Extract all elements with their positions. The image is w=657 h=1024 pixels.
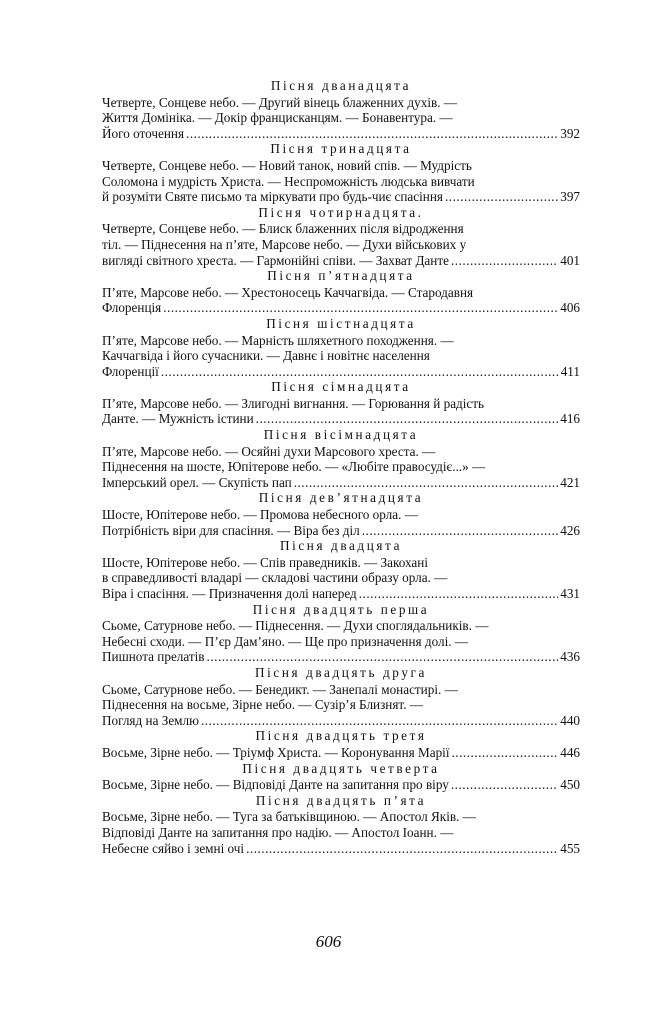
entry-text-line: Соломона і мудрість Христа. — Неспроможність людська вивчати [102,173,475,189]
entry-last-line [102,523,580,539]
entry-text-line: Небесне сяйво і земні очі [102,840,245,856]
canto-heading: Пісня двадцята [279,538,403,554]
entry-page-number: 416 [560,411,580,427]
entry-last-line [102,745,580,761]
dot-leader [256,411,559,427]
dot-leader [186,126,558,142]
entry-text-line: Четверте, Сонцеве небо. — Другий вінець блаженних духів. — [102,94,458,110]
entry-text-line: Погляд на Землю [102,712,199,728]
entry-last-line [102,300,580,316]
entry-text-line: Шосте, Юпітерове небо. — Промова небесного орла. — [102,507,418,523]
canto-heading: Пісня дванадцята [270,78,412,93]
entry-text-line: Сьоме, Сатурнове небо. — Піднесення. — Духи споглядальників. — [102,618,489,634]
canto-heading: Пісня двадцять четверта [242,760,440,776]
dot-leader [294,475,559,491]
dot-leader [246,841,558,857]
entry-text-line: Флоренції [102,363,159,379]
entry-text-line: Четверте, Сонцеве небо. — Блиск блаженних після відродження [102,221,464,237]
toc-entry [102,427,580,490]
entry-text-line: Життя Домініка. — Докір францисканцям. — Бонавентура. — [102,110,453,126]
toc-entry [102,78,580,141]
entry-page-number: 406 [560,300,580,316]
entry-text-line: П’яте, Марсове небо. — Хрестоносець Каччагвіда. — Стародавня [102,284,474,300]
entry-page-number: 421 [560,474,580,490]
entry-text-line: Піднесення на восьме, Зірне небо. — Сузір’я Близнят. — [102,697,423,713]
toc-entry [102,379,580,427]
entry-last-line [102,189,580,205]
dot-leader [451,253,558,269]
dot-leader [445,189,558,205]
entry-page-number: 440 [560,712,580,728]
dot-leader [161,364,559,380]
entry-page-number: 392 [560,125,580,141]
entry-text-line: Каччагвіда і його сучасники. — Давнє і новітнє населення [102,348,430,364]
canto-heading: Пісня сімнадцята [271,379,411,395]
entry-text-line: Восьме, Зірне небо. — Туга за батьківщиною. — Апостол Яків. — [102,809,476,825]
toc-entry [102,538,580,601]
entry-last-line [102,126,580,142]
entry-last-line [102,411,580,427]
entry-text-line: тіл. — Піднесення на п’яте, Марсове небо. — Духи військових у [102,236,467,252]
entry-page-number: 450 [560,777,580,793]
canto-heading: Пісня чотирнадцята. [258,204,424,220]
entry-last-line [102,364,580,380]
entry-text-line: Четверте, Сонцеве небо. — Новий танок, новий спів. — Мудрість [102,157,472,173]
entry-text-line: вигляді світного хреста. — Гармонійні співи. — Захват Данте [102,252,449,268]
dot-leader [201,713,558,729]
toc-entry [102,268,580,316]
canto-heading: Пісня двадцять п’ята [255,792,427,808]
dot-leader [207,649,559,665]
entry-last-line [102,841,580,857]
entry-page-number: 411 [560,363,580,379]
toc-entry [102,316,580,379]
entry-last-line [102,713,580,729]
entry-text-line: Сьоме, Сатурнове небо. — Бенедикт. — Занепалі монастирі. — [102,681,458,697]
toc-entry [102,141,580,204]
entry-text-line: Флоренція [102,300,162,316]
dot-leader [359,586,558,602]
table-of-contents [102,78,580,856]
canto-heading: Пісня дев’ятнадцята [258,490,424,506]
entry-last-line [102,253,580,269]
entry-last-line [102,586,580,602]
entry-last-line [102,649,580,665]
entry-text-line: Небесні сходи. — П’єр Дам’яно. — Ще про призначення долі. — [102,633,469,649]
canto-heading: Пісня тринадцята [270,141,412,157]
dot-leader [362,523,558,539]
toc-entry [102,761,580,793]
dot-leader [163,300,558,316]
canto-heading: Пісня двадцять перша [252,601,430,617]
entry-text-line: Відповіді Данте на запитання про надію. — Апостол Іоанн. — [102,824,454,840]
entry-text-line: Восьме, Зірне небо. — Тріумф Христа. — Коронування Марії [102,744,450,760]
entry-text-line: П’яте, Марсове небо. — Осяйні духи Марсового хреста. — [102,443,436,459]
canto-heading: Пісня п’ятнадцята [267,268,415,284]
entry-text-line: Потрібність віри для спасіння. — Віра без діл [102,522,360,538]
entry-page-number: 431 [560,586,580,601]
toc-entry [102,728,580,760]
entry-text-line: Пишнота прелатів [102,649,205,665]
dot-leader [451,777,558,793]
entry-text-line: Його оточення [102,125,185,141]
entry-text-line: Імперський орел. — Скупість пап [102,474,292,490]
entry-page-number: 401 [560,252,580,268]
entry-text-line: в справедливості владарі — складові частини образу орла. — [102,570,448,586]
canto-heading: Пісня вісімнадцята [263,427,419,443]
toc-entry [102,205,580,268]
entry-page-number: 436 [560,649,580,665]
toc-entry [102,665,580,728]
entry-page-number: 397 [560,189,580,205]
entry-page-number: 455 [560,840,580,856]
toc-entry [102,490,580,538]
entry-text-line: й розуміти Святе письмо та міркувати про будь-чиє спасіння [102,189,443,205]
dot-leader [452,745,559,761]
entry-text-line: Шосте, Юпітерове небо. — Спів праведників. — Закохані [102,554,428,570]
page-number: 606 [315,932,342,951]
canto-heading: Пісня двадцять третя [255,728,427,744]
entry-page-number: 446 [560,744,580,760]
entry-last-line [102,777,580,793]
entry-last-line [102,475,580,491]
canto-heading: Пісня двадцять друга [255,664,427,680]
entry-text-line: Віра і спасіння. — Призначення долі наперед [102,586,357,601]
entry-text-line: П’яте, Марсове небо. — Злигодні вигнання. — Горювання й радість [102,395,485,411]
canto-heading: Пісня шістнадцята [266,315,416,331]
entry-text-line: Піднесення на шосте, Юпітерове небо. — «Любіте правосудіє...» — [102,459,486,475]
entry-text-line: Данте. — Мужність істини [102,411,254,427]
toc-entry [102,602,580,665]
entry-text-line: Восьме, Зірне небо. — Відповіді Данте на запитання про віру [102,777,449,793]
entry-page-number: 426 [560,522,580,538]
entry-text-line: П’яте, Марсове небо. — Марність шляхетного походження. — [102,332,454,348]
toc-entry [102,793,580,856]
